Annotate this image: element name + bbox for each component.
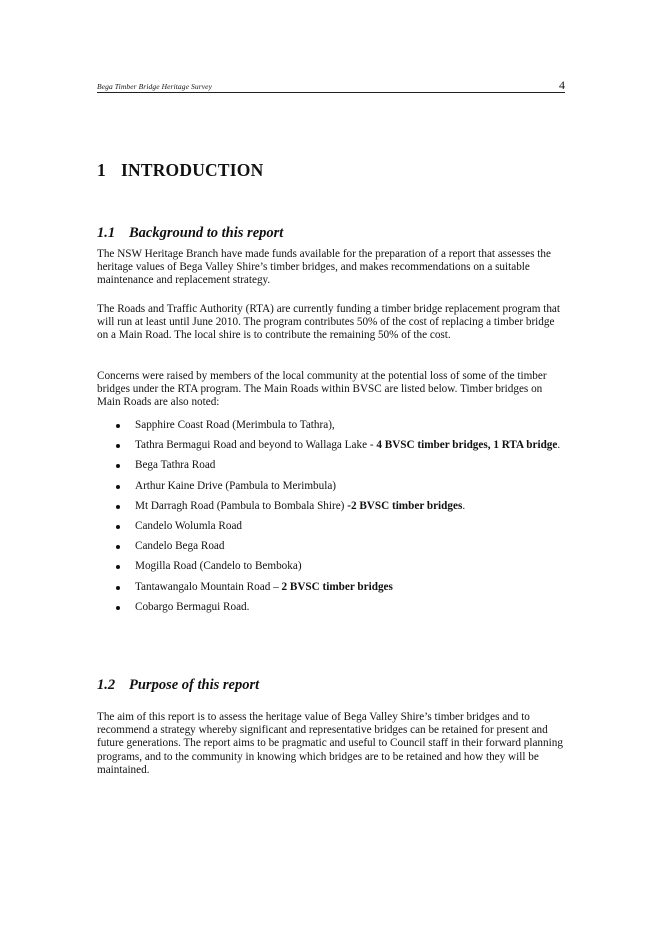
road-name: Candelo Bega Road bbox=[135, 540, 225, 553]
road-name: Mogilla Road (Candelo to Bemboka) bbox=[135, 560, 302, 573]
timber-bridge-count: -2 BVSC timber bridges bbox=[347, 499, 463, 512]
main-roads-list bbox=[97, 419, 567, 614]
timber-bridge-count: 2 BVSC timber bridges bbox=[281, 580, 393, 593]
section-number: 1.2 bbox=[97, 677, 116, 693]
section-heading-purpose bbox=[97, 677, 259, 694]
header-title: Bega Timber Bridge Heritage Survey bbox=[97, 82, 213, 91]
page-number: 4 bbox=[559, 78, 565, 92]
road-punctuation: . bbox=[462, 499, 466, 512]
road-name: Candelo Wolumla Road bbox=[135, 520, 243, 533]
running-header bbox=[97, 80, 565, 93]
road-name: Cobargo Bermagui Road. bbox=[135, 600, 250, 613]
road-list-item bbox=[97, 560, 567, 573]
chapter-title-text: INTRODUCTION bbox=[121, 160, 264, 180]
bullet-icon bbox=[116, 606, 120, 610]
section-title: Background to this report bbox=[129, 225, 284, 241]
road-name: Mt Darragh Road (Pambula to Bombala Shire) bbox=[135, 499, 348, 512]
section-title: Purpose of this report bbox=[129, 677, 260, 693]
road-list-item bbox=[97, 581, 567, 594]
road-list-item bbox=[97, 419, 567, 432]
bullet-icon bbox=[116, 464, 120, 468]
timber-bridge-count: 4 BVSC timber bridges, 1 RTA bridge bbox=[376, 439, 558, 452]
section-heading-background bbox=[97, 225, 283, 242]
road-name: Tantawangalo Mountain Road – bbox=[135, 580, 282, 593]
road-name: Arthur Kaine Drive (Pambula to Merimbula) bbox=[135, 479, 337, 492]
paragraph-community-concerns: Concerns were raised by members of the local community at the potential loss of some of the timber bridges under the RTA program. The Main Roads within BVSC are listed below. Timber bridges on Main Roads are also noted: bbox=[97, 370, 547, 409]
bullet-icon bbox=[116, 424, 120, 428]
chapter-number: 1 bbox=[97, 160, 106, 180]
bullet-icon bbox=[116, 565, 120, 569]
road-list-item bbox=[97, 540, 567, 553]
bullet-icon bbox=[116, 586, 120, 590]
road-list-item bbox=[97, 480, 567, 493]
road-name: Tathra Bermagui Road and beyond to Wallaga Lake - bbox=[135, 439, 377, 452]
bullet-icon bbox=[116, 444, 120, 448]
road-punctuation: . bbox=[557, 439, 561, 452]
bullet-icon bbox=[116, 545, 120, 549]
section-number: 1.1 bbox=[97, 225, 116, 241]
road-list-item bbox=[97, 500, 567, 513]
road-name: Sapphire Coast Road (Merimbula to Tathra), bbox=[135, 419, 335, 431]
paragraph-rta-program: The Roads and Traffic Authority (RTA) are currently funding a timber bridge replacement program that will run at least until June 2010. The program contributes 50% of the cost of replacing a timber bridge on a Main Road. The local shire is to contribute the remaining 50% of the cost. bbox=[97, 303, 560, 342]
road-list-item bbox=[97, 601, 567, 614]
road-name: Bega Tathra Road bbox=[135, 459, 216, 472]
paragraph-purpose: The aim of this report is to assess the heritage value of Bega Valley Shire’s timber bridges and to recommend a strategy whereby significant and representative bridges can be retained for present and future generations. The report aims to be pragmatic and useful to Council staff in their forward planning programs, and to the community in knowing which bridges are to be retained and how they will be maintained. bbox=[97, 711, 563, 776]
road-list-item bbox=[97, 520, 567, 533]
road-list-item bbox=[97, 459, 567, 472]
road-list-item bbox=[97, 439, 567, 452]
chapter-title bbox=[97, 160, 263, 181]
paragraph-heritage-funds: The NSW Heritage Branch have made funds available for the preparation of a report that assesses the heritage values of Bega Valley Shire’s timber bridges, and makes recommendations on a suitable maintenance and replacement strategy. bbox=[97, 248, 551, 287]
bullet-icon bbox=[116, 505, 120, 509]
bullet-icon bbox=[116, 525, 120, 529]
bullet-icon bbox=[116, 485, 120, 489]
